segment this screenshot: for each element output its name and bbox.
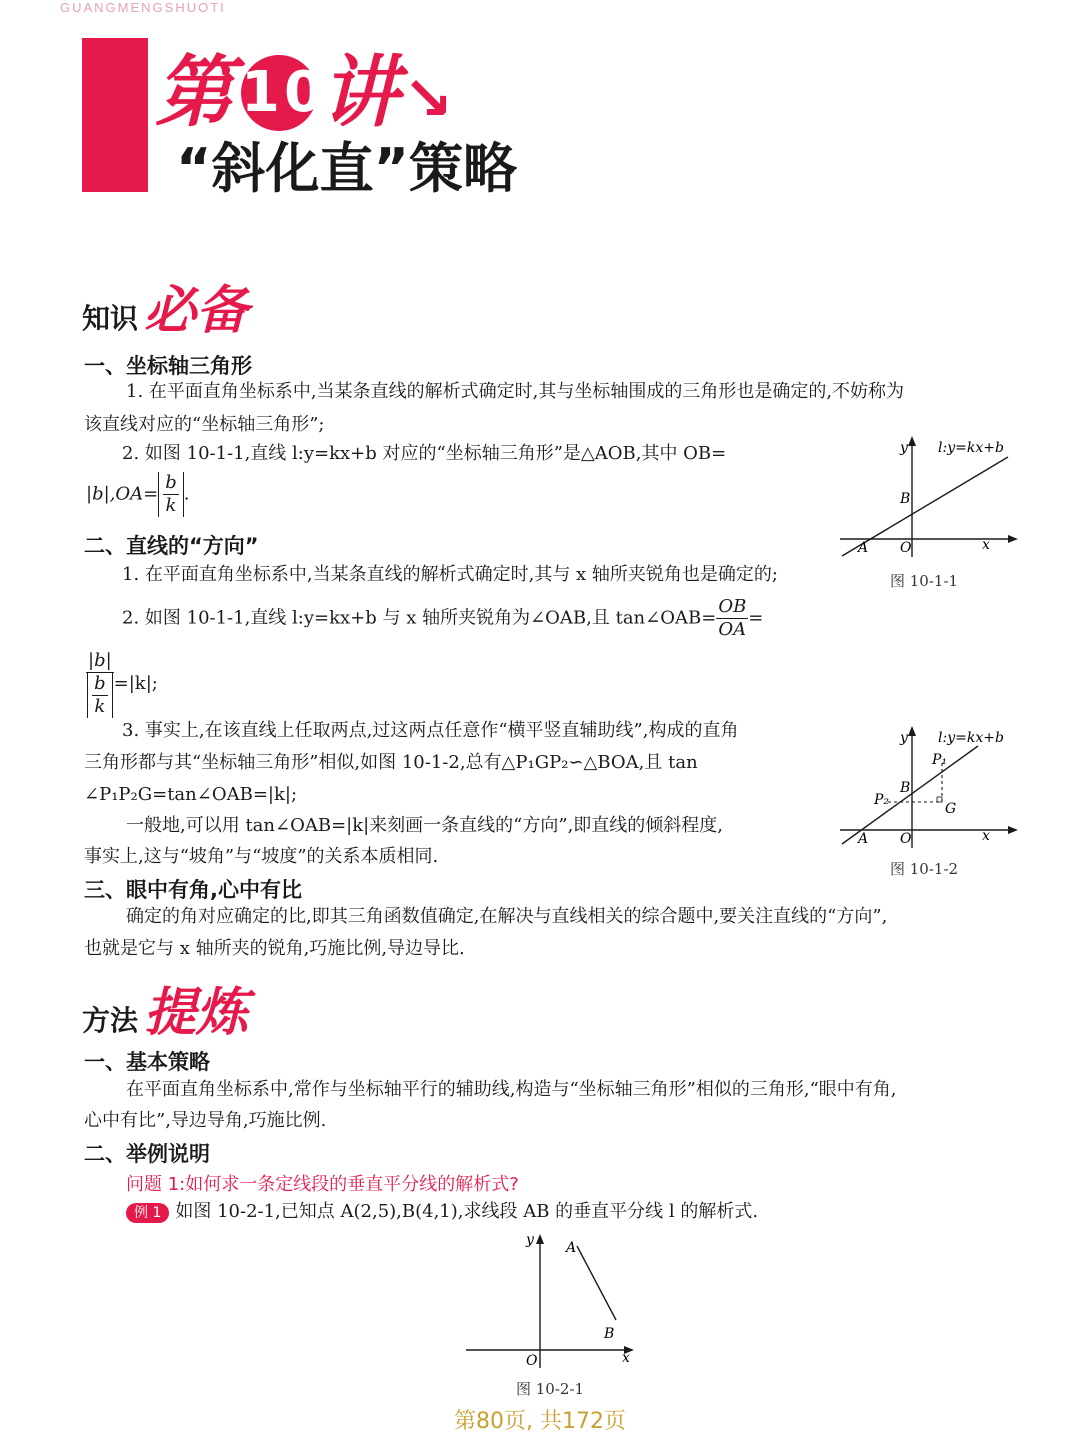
method-heading-plain: 方法 xyxy=(82,1004,139,1037)
chapter-prefix: 第 xyxy=(155,48,238,138)
frac-num: OB xyxy=(718,596,747,617)
abs-value xyxy=(158,472,184,517)
s1-ob-oa: |b|,OA= xyxy=(86,483,159,505)
example-1 xyxy=(126,1197,758,1227)
label-y: y xyxy=(900,730,908,746)
label-B: B xyxy=(900,780,911,796)
frac-den: k xyxy=(94,696,106,717)
x-arrow xyxy=(1008,826,1018,834)
knowledge-heading xyxy=(82,268,248,343)
page-number: 第80页, 共172页 xyxy=(454,1409,626,1434)
s2-para-3a: 3. 事实上,在该直线上任取两点,过这两点任意作“横平竖直辅助线”,构成的直角 xyxy=(122,720,739,741)
label-A: A xyxy=(566,1240,577,1256)
label-y: y xyxy=(526,1232,534,1248)
fraction-b-over-k xyxy=(163,472,179,517)
s2-para-2a-text: 2. 如图 10-1-1,直线 l:y=kx+b 与 x 轴所夹锐角为∠OAB,且 tan∠OAB= xyxy=(122,607,717,629)
label-P1: P₁ xyxy=(932,752,948,768)
label-x: x xyxy=(982,537,990,553)
label-G: G xyxy=(945,801,957,817)
knowledge-heading-plain: 知识 xyxy=(82,302,139,335)
s1-para-2b xyxy=(86,472,189,517)
chapter-number-badge: 10 xyxy=(241,55,317,131)
s2-para-4a: 一般地,可以用 tan∠OAB=|k|来刻画一条直线的“方向”,即直线的倾斜程度, xyxy=(126,815,724,836)
chapter-red-bar xyxy=(82,38,148,192)
s2-para-2a xyxy=(122,596,882,641)
label-x: x xyxy=(982,828,990,844)
section-1-title: 一、坐标轴三角形 xyxy=(84,354,252,378)
segment-AB xyxy=(577,1246,616,1320)
frac-den: OA xyxy=(718,619,747,640)
fraction-absb-over-absbk xyxy=(86,650,114,718)
s3-para-2: 也就是它与 x 轴所夹的锐角,巧施比例,导边导比. xyxy=(84,938,465,959)
label-A: A xyxy=(858,831,869,847)
frac-num: b xyxy=(165,472,177,493)
label-line: l:y=kx+b xyxy=(938,440,1004,456)
equals: = xyxy=(748,607,764,629)
label-A: A xyxy=(858,540,869,556)
frac-num: b xyxy=(94,673,106,694)
s1-end: . xyxy=(183,483,190,505)
s1-para-2a: 2. 如图 10-1-1,直线 l:y=kx+b 对应的“坐标轴三角形”是△AOB,其中 OB= xyxy=(122,443,727,464)
y-arrow xyxy=(908,726,916,736)
label-x: x xyxy=(622,1350,630,1366)
figure-10-1-2 xyxy=(836,720,1021,855)
s1-para-1: 1. 在平面直角坐标系中,当某条直线的解析式确定时,其与坐标轴围成的三角形也是确定的,不妨称为 xyxy=(126,381,905,402)
s2-para-3b: 三角形都与其“坐标轴三角形”相似,如图 10-1-2,总有△P₁GP₂∽△BOA,且 tan xyxy=(84,752,698,773)
s2-para-1: 1. 在平面直角坐标系中,当某条直线的解析式确定时,其与 x 轴所夹锐角也是确定的; xyxy=(122,564,778,585)
question-1: 问题 1:如何求一条定线段的垂直平分线的解析式? xyxy=(126,1174,519,1195)
section-3-title: 三、眼中有角,心中有比 xyxy=(84,878,302,902)
label-P2: P₂ xyxy=(874,792,890,808)
y-arrow xyxy=(908,436,916,446)
arrow-down-right-icon: ↘ xyxy=(403,64,458,134)
s2-para-4b: 事实上,这与“坡角”与“坡度”的关系本质相同. xyxy=(84,846,439,867)
s2-para-2b xyxy=(86,650,158,718)
s2-para-3c: ∠P₁P₂G=tan∠OAB=|k|; xyxy=(84,784,298,805)
abs-value xyxy=(87,673,113,718)
label-y: y xyxy=(900,440,908,456)
method-s1-para-1: 在平面直角坐标系中,常作与坐标轴平行的辅助线,构造与“坐标轴三角形”相似的三角形,“眼中有角, xyxy=(126,1079,897,1100)
s1-para-1b: 该直线对应的“坐标轴三角形”; xyxy=(84,414,325,435)
fraction-b-over-k xyxy=(92,673,108,718)
label-B: B xyxy=(900,491,911,507)
method-s1-para-2: 心中有比”,导边导角,巧施比例. xyxy=(84,1110,327,1131)
chapter-suffix: 讲 xyxy=(321,48,404,138)
method-heading-script: 提炼 xyxy=(144,983,249,1043)
s3-para-1: 确定的角对应确定的比,即其三角函数值确定,在解决与直线相关的综合题中,要关注直线的“方向”, xyxy=(126,906,888,927)
frac-num: |b| xyxy=(88,650,112,671)
caption-10-2-1: 图 10-2-1 xyxy=(516,1380,585,1398)
label-O: O xyxy=(526,1353,538,1369)
frac-den xyxy=(86,673,114,718)
right-angle-mark xyxy=(937,797,942,802)
example-text: 如图 10-2-1,已知点 A(2,5),B(4,1),求线段 AB 的垂直平分线 l 的解析式. xyxy=(175,1201,759,1222)
section-2-title: 二、直线的“方向” xyxy=(84,534,259,558)
fraction-ob-over-oa xyxy=(716,596,748,641)
figure-10-2-1 xyxy=(462,1228,642,1373)
label-line: l:y=kx+b xyxy=(938,730,1004,746)
label-O: O xyxy=(900,540,912,556)
y-arrow xyxy=(536,1234,544,1244)
method-section-1-title: 一、基本策略 xyxy=(84,1050,210,1074)
x-arrow xyxy=(1008,535,1018,543)
caption-10-1-2: 图 10-1-2 xyxy=(890,860,959,878)
figure-10-1-1 xyxy=(836,432,1021,562)
method-heading xyxy=(82,970,248,1045)
header-strip: GUANGMENGSHUOTI xyxy=(60,0,226,15)
example-tag: 例 1 xyxy=(126,1203,169,1223)
caption-10-1-1: 图 10-1-1 xyxy=(890,572,959,590)
page-title: “斜化直”策略 xyxy=(176,137,517,200)
knowledge-heading-script: 必备 xyxy=(144,281,249,341)
frac-den: k xyxy=(165,495,177,516)
method-section-2-title: 二、举例说明 xyxy=(84,1142,210,1166)
label-O: O xyxy=(900,831,912,847)
label-B: B xyxy=(604,1326,615,1342)
s2-end: =|k|; xyxy=(113,673,158,694)
